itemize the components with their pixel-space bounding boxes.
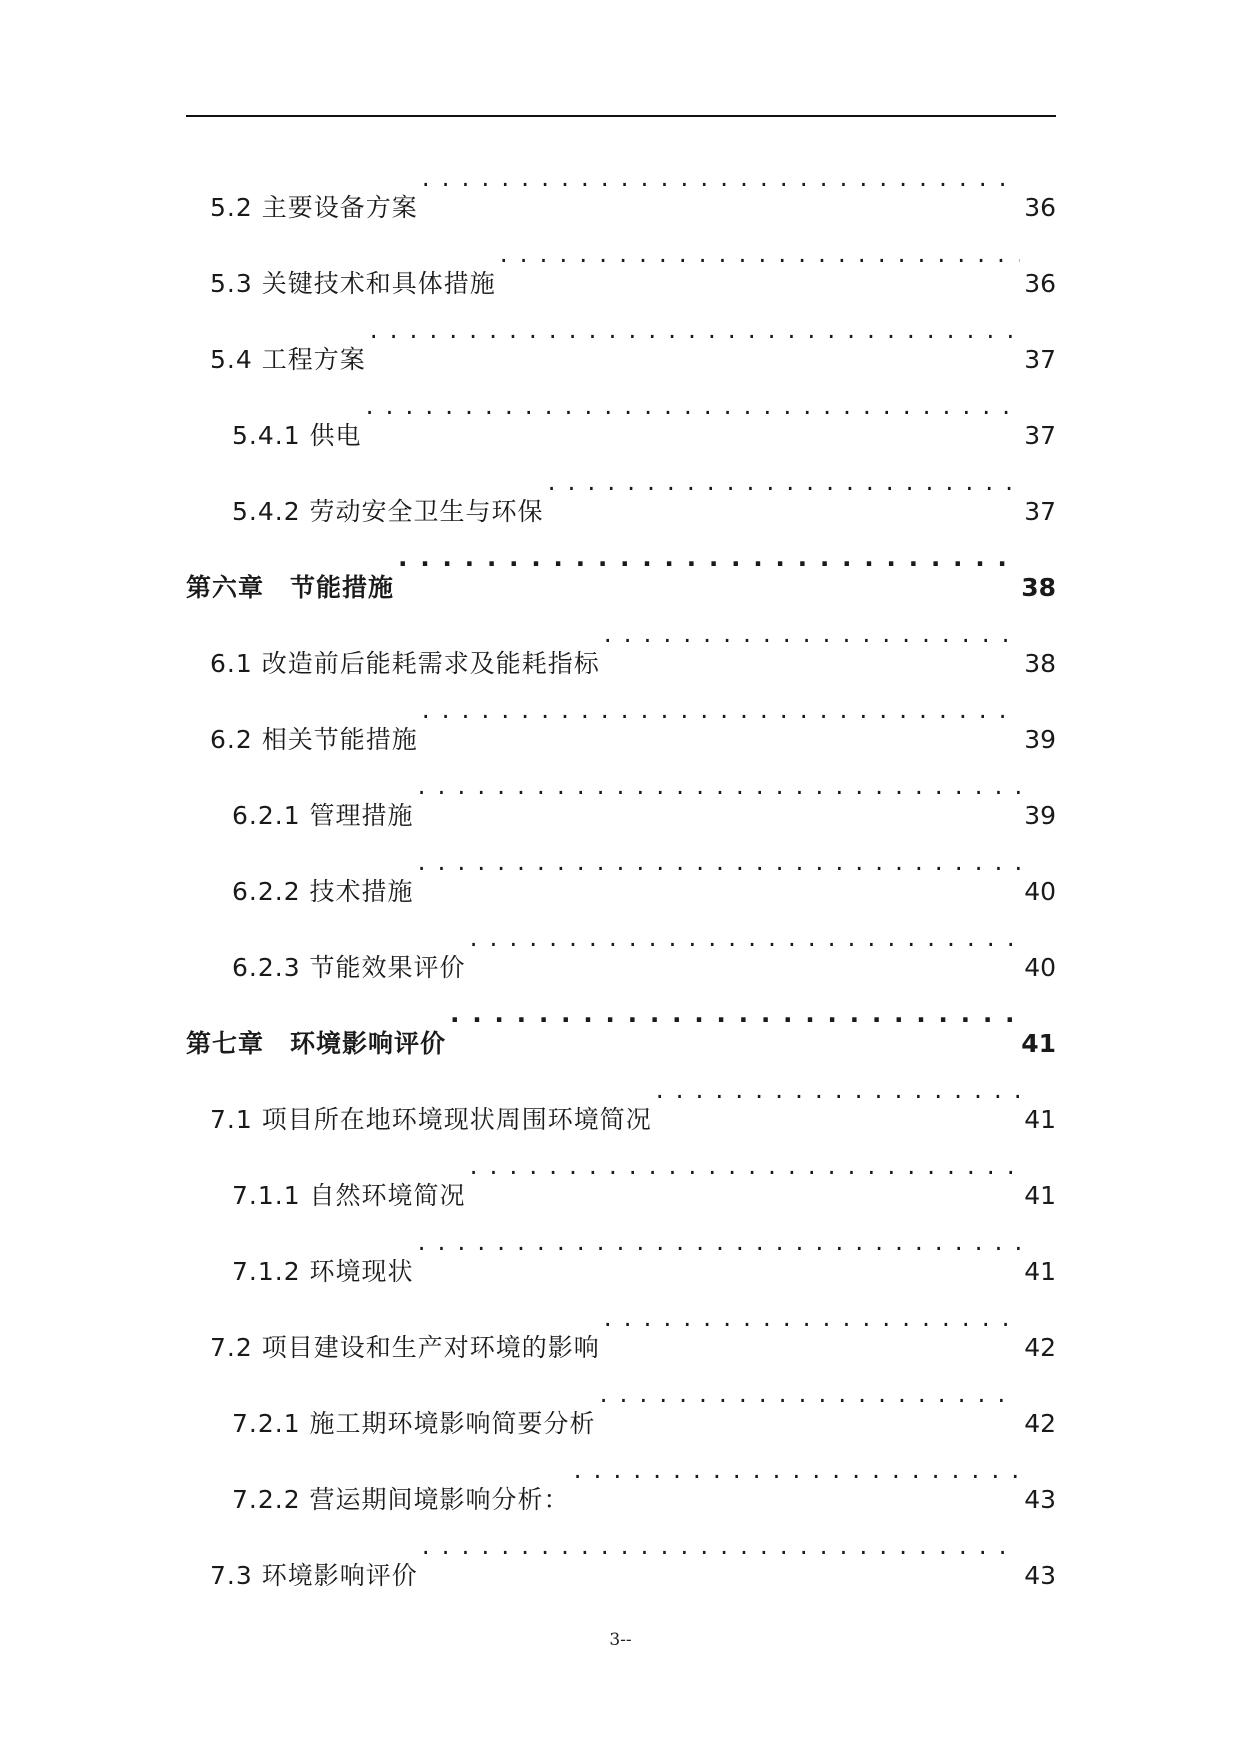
toc-dot-leader <box>470 900 1021 976</box>
toc-entry-page: 37 <box>1024 345 1056 374</box>
toc-entry-page: 39 <box>1024 801 1056 830</box>
toc-dot-leader <box>450 976 1017 1052</box>
toc-entry-title: 7.3 环境影响评价 <box>210 1561 418 1590</box>
toc-entry-title: 6.2 相关节能措施 <box>210 725 418 754</box>
toc-dot-leader <box>422 140 1020 216</box>
toc-entry-title: 5.4 工程方案 <box>210 345 366 374</box>
toc-entry-title: 第七章 环境影响评价 <box>186 1029 447 1058</box>
toc-dot-leader <box>500 216 1020 292</box>
toc-entry-title: 7.2 项目建设和生产对环境的影响 <box>210 1333 600 1362</box>
toc-dot-leader <box>656 1052 1020 1128</box>
toc-entry-title: 7.1.1 自然环境简况 <box>232 1181 466 1210</box>
toc-dot-leader <box>604 596 1020 672</box>
toc-entry-page: 36 <box>1024 269 1056 298</box>
toc-dot-leader <box>418 748 1021 824</box>
toc-dot-leader <box>604 1280 1020 1356</box>
toc-entry-title: 第六章 节能措施 <box>186 573 395 602</box>
toc-entry-page: 38 <box>1024 649 1056 678</box>
toc-entry-page: 41 <box>1024 1257 1056 1286</box>
toc-entry-title: 6.1 改造前后能耗需求及能耗指标 <box>210 649 600 678</box>
toc-dot-leader <box>370 292 1020 368</box>
toc-dot-leader <box>548 444 1021 520</box>
toc-entry-title: 5.4.1 供电 <box>232 421 362 450</box>
toc-entry-page: 42 <box>1024 1333 1056 1362</box>
toc-entry-page: 39 <box>1024 725 1056 754</box>
toc-entry-page: 40 <box>1024 877 1056 906</box>
toc-entry-page: 43 <box>1024 1561 1056 1590</box>
toc-entry-title: 5.4.2 劳动安全卫生与环保 <box>232 497 544 526</box>
toc-entry-page: 42 <box>1024 1409 1056 1438</box>
toc-entry-page: 40 <box>1024 953 1056 982</box>
header-rule <box>186 115 1056 117</box>
toc-dot-leader <box>418 824 1021 900</box>
toc-entry-page: 41 <box>1021 1029 1056 1058</box>
toc-entry-page: 37 <box>1024 421 1056 450</box>
toc-entry-page: 43 <box>1024 1485 1056 1514</box>
toc-dot-leader <box>398 520 1017 596</box>
toc-entry-title: 7.2.2 营运期间境影响分析： <box>232 1485 570 1514</box>
toc-dot-leader <box>366 368 1021 444</box>
toc-entry-page: 41 <box>1024 1181 1056 1210</box>
toc-entry-title: 7.1 项目所在地环境现状周围环境简况 <box>210 1105 652 1134</box>
toc-entry-page: 41 <box>1024 1105 1056 1134</box>
toc-entry[interactable] <box>186 140 1056 222</box>
table-of-contents <box>186 140 1056 1590</box>
toc-entry-page: 38 <box>1021 573 1056 602</box>
toc-dot-leader <box>574 1432 1021 1508</box>
toc-entry-title: 6.2.1 管理措施 <box>232 801 414 830</box>
toc-entry-title: 5.3 关键技术和具体措施 <box>210 269 496 298</box>
toc-entry-title: 6.2.2 技术措施 <box>232 877 414 906</box>
toc-entry-page: 36 <box>1024 193 1056 222</box>
toc-dot-leader <box>600 1356 1021 1432</box>
toc-dot-leader <box>470 1128 1021 1204</box>
toc-dot-leader <box>422 1508 1020 1584</box>
toc-dot-leader <box>418 1204 1021 1280</box>
toc-dot-leader <box>422 672 1020 748</box>
toc-entry-title: 6.2.3 节能效果评价 <box>232 953 466 982</box>
toc-entry-page: 37 <box>1024 497 1056 526</box>
toc-entry-title: 7.1.2 环境现状 <box>232 1257 414 1286</box>
toc-entry-title: 7.2.1 施工期环境影响简要分析 <box>232 1409 596 1438</box>
toc-entry-title: 5.2 主要设备方案 <box>210 193 418 222</box>
page-number: 3-- <box>609 1630 632 1650</box>
